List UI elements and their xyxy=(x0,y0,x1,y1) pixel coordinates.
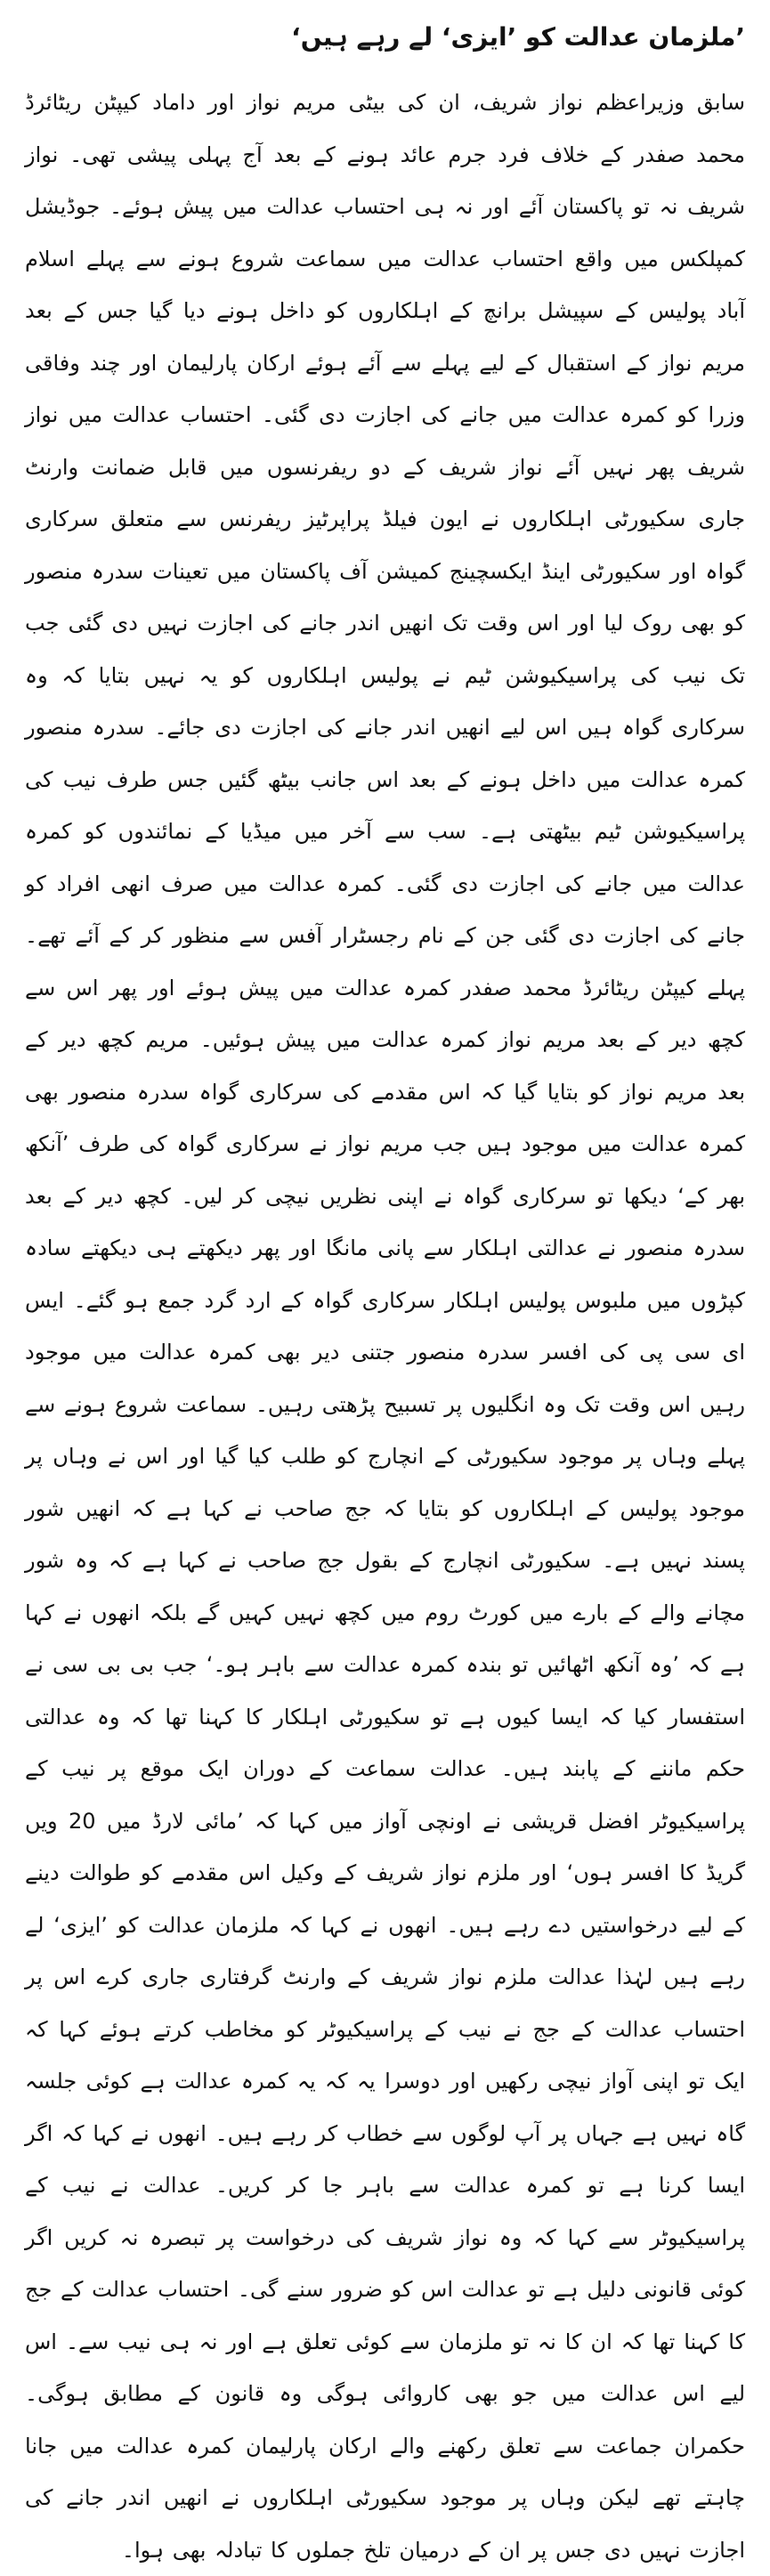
article-headline: ’ملزمان عدالت کو ’ایزی‘ لے رہے ہیں‘ xyxy=(291,22,745,52)
article-body: سابق وزیراعظم نواز شریف، ان کی بیٹی مریم نواز اور داماد کیپٹن ریٹائرڈ محمد صفدر کے خلاف فرد جرم عائد ہونے کے بعد آج پہلی پیشی تھی۔ نواز شریف نہ تو پاکستان آئے اور نہ ہی احتساب عدالت میں پیش ہوئے۔ جوڈیشل کمپلکس میں واقع احتساب عدالت میں سماعت شروع ہونے سے پہلے اسلام آباد پولیس کے سپیشل برانچ کے اہلکاروں کو داخل ہونے دیا گیا جس کے بعد مریم نواز کے استقبال کے لیے پہلے سے آئے ہوئے ارکان پارلیمان اور چند وفاقی وزرا کو کمرہ عدالت میں جانے کی اجازت دی گئی۔ احتساب عدالت میں نواز شریف پھر نہیں آئے نواز شریف کے دو ریفرنسوں میں قابل ضمانت وارنٹ جاری سکیورٹی اہلکاروں نے ایون فیلڈ پراپرٹیز ریفرنس سے متعلق سرکاری گواہ اور سکیورٹی اینڈ ایکسچینج کمیشن آف پاکستان میں تعینات سدرہ منصور کو بھی روک لیا اور اس وقت تک انھیں اندر جانے کی اجازت نہیں دی گئی جب تک نیب کی پراسیکیوشن ٹیم نے پولیس اہلکاروں کو یہ نہیں بتایا کہ وہ سرکاری گواہ ہیں اس لیے انھیں اندر جانے کی اجازت دی جائے۔ سدرہ منصور کمرہ عدالت میں داخل ہونے کے بعد اس جانب بیٹھ گئیں جس طرف نیب کی پراسیکیوشن ٹیم بیٹھتی ہے۔ سب سے آخر میں میڈیا کے نمائندوں کو کمرہ عدالت میں جانے کی اجازت دی گئی۔ کمرہ عدالت میں صرف انھی افراد کو جانے کی اجازت دی گئی جن کے نام رجسٹرار آفس سے منظور کر کے آئے تھے۔ پہلے کیپٹن ریٹائرڈ محمد صفدر کمرہ عدالت میں پیش ہوئے اور پھر اس سے کچھ دیر کے بعد مریم نواز کمرہ عدالت میں پیش ہوئیں۔ مریم کچھ دیر کے بعد مریم نواز کو بتایا گیا کہ اس مقدمے کی سرکاری گواہ سدرہ منصور بھی کمرہ عدالت میں موجود ہیں جب مریم نواز نے سرکاری گواہ کی طرف ’آنکھ بھر کے‘ دیکھا تو سرکاری گواہ نے اپنی نظریں نیچی کر لیں۔ کچھ دیر کے بعد سدرہ منصور نے عدالتی اہلکار سے پانی مانگا اور پھر دیکھتے ہی دیکھتے سادہ کپڑوں میں ملبوس پولیس اہلکار سرکاری گواہ کے ارد گرد جمع ہو گئے۔ ایس ای سی پی کی افسر سدرہ منصور جتنی دیر بھی کمرہ عدالت میں موجود رہیں اس وقت تک وہ انگلیوں پر تسبیح پڑھتی رہیں۔ سماعت شروع ہونے سے پہلے وہاں پر موجود سکیورٹی کے انچارج کو طلب کیا گیا اور اس نے وہاں پر موجود پولیس کے اہلکاروں کو بتایا کہ جج صاحب نے کہا ہے کہ انھیں شور پسند نہیں ہے۔ سکیورٹی انچارج کے بقول جج صاحب نے کہا ہے کہ وہ شور مچانے والے کے بارے میں کورٹ روم میں کچھ نہیں کہیں گے بلکہ انھوں نے کہا ہے کہ ’وہ آنکھ اٹھائیں تو بندہ کمرہ عدالت سے باہر ہو۔‘ جب بی بی سی نے استفسار کیا کہ ایسا کیوں ہے تو سکیورٹی اہلکار کا کہنا تھا کہ وہ عدالتی حکم ماننے کے پابند ہیں۔ عدالت سماعت کے دوران ایک موقع پر نیب کے پراسیکیوٹر افضل قریشی نے اونچی آواز میں کہا کہ ’مائی لارڈ میں 20 ویں گریڈ کا افسر ہوں‘ اور ملزم نواز شریف کے وکیل اس مقدمے کو طوالت دینے کے لیے درخواستیں دے رہے ہیں۔ انھوں نے کہا کہ ملزمان عدالت کو ’ایزی‘ لے رہے ہیں لہٰذا عدالت ملزم نواز شریف کے وارنٹ گرفتاری جاری کرے اس پر احتساب عدالت کے جج نے نیب کے پراسیکیوٹر کو مخاطب کرتے ہوئے کہا کہ ایک تو اپنی آواز نیچی رکھیں اور دوسرا یہ کہ یہ کمرہ عدالت ہے کوئی جلسہ گاہ نہیں ہے جہاں پر آپ لوگوں سے خطاب کر رہے ہیں۔ انھوں نے کہا کہ اگر ایسا کرنا ہے تو کمرہ عدالت سے باہر جا کر کریں۔ عدالت نے نیب کے پراسیکیوٹر سے کہا کہ وہ نواز شریف کی درخواست پر تبصرہ نہ کریں اگر کوئی قانونی دلیل ہے تو عدالت اس کو ضرور سنے گی۔ احتساب عدالت کے جج کا کہنا تھا کہ ان کا نہ تو ملزمان سے کوئی تعلق ہے اور نہ ہی نیب سے۔ اس لیے اس عدالت میں جو بھی کاروائی ہوگی وہ قانون کے مطابق ہوگی۔ حکمران جماعت سے تعلق رکھنے والے ارکان پارلیمان کمرہ عدالت میں جانا چاہتے تھے لیکن وہاں پر موجود سکیورٹی اہلکاروں نے انھیں اندر جانے کی اجازت نہیں دی جس پر ان کے درمیان تلخ جملوں کا تبادلہ بھی ہوا۔ xyxy=(25,90,746,2563)
article xyxy=(25,11,745,2576)
